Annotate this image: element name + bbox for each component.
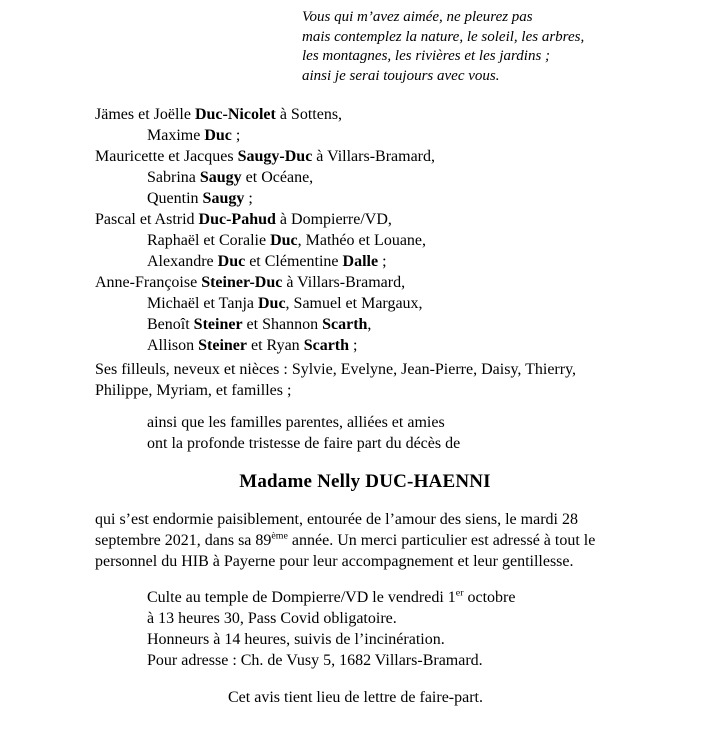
text-segment: Duc — [270, 232, 298, 249]
text-segment: année. Un merci particulier est adressé à tout le personnel du HIB à Payerne pour leur accompagnement et leur gentillesse. — [95, 532, 596, 570]
text-line — [95, 272, 635, 293]
text-segment: Duc — [257, 295, 286, 312]
text-segment: Scarth — [322, 316, 368, 333]
announcement-lines — [95, 412, 635, 454]
text-segment: Allison — [147, 337, 199, 354]
text-segment: Saugy — [202, 190, 245, 207]
text-segment: ; — [231, 127, 241, 144]
text-segment: ; — [378, 253, 387, 270]
text-segment: Dalle — [342, 253, 379, 270]
text-segment: er — [455, 587, 464, 599]
text-line — [95, 293, 635, 314]
text-line — [147, 650, 635, 671]
text-line — [147, 412, 635, 433]
text-segment: ainsi je serai toujours avec vous. — [302, 67, 500, 84]
text-segment: Maxime — [147, 127, 205, 144]
text-segment: Duc — [204, 127, 232, 144]
text-segment: et Ryan — [247, 337, 304, 354]
godchildren-paragraph: Ses filleuls, neveux et nièces : Sylvie, Evelyne, Jean-Pierre, Daisy, Thierry, Philippe, Myriam, et familles ; — [95, 361, 577, 399]
text-segment: Pour adresse : Ch. de Vusy 5, 1682 Villars-Bramard. — [147, 652, 483, 669]
text-line — [147, 608, 635, 629]
text-segment: qui s’est endormie paisiblement, entourée de l’amour des siens, le mardi 28 septembre 2021, dans sa 89 — [95, 511, 578, 549]
ceremony-details — [95, 587, 635, 671]
text-segment: ont la profonde tristesse de faire part du décès de — [147, 435, 461, 452]
text-segment: Steiner-Duc — [201, 274, 283, 291]
text-line — [95, 167, 635, 188]
closing-line: Cet avis tient lieu de lettre de faire-part. — [228, 689, 483, 706]
text-segment: ème — [271, 530, 288, 542]
text-line — [95, 335, 635, 356]
deceased-name-title: Madame Nelly DUC-HAENNI — [239, 471, 491, 492]
text-line — [302, 67, 584, 87]
text-segment: Saugy — [199, 169, 242, 186]
obituary-content — [95, 104, 635, 708]
text-segment: ; — [244, 190, 253, 207]
text-segment: Alexandre — [147, 253, 218, 270]
text-segment: à 13 heures 30, Pass Covid obligatoire. — [147, 610, 397, 627]
text-segment: Duc — [217, 253, 246, 270]
text-line — [95, 146, 635, 167]
text-segment: Honneurs à 14 heures, suivis de l’incinération. — [147, 631, 445, 648]
death-details-paragraph — [95, 509, 635, 572]
text-segment: Steiner — [193, 316, 243, 333]
text-line — [95, 251, 635, 272]
text-segment: Saugy-Duc — [237, 148, 313, 165]
text-segment: , Mathéo et Louane, — [297, 232, 427, 249]
text-line — [95, 230, 635, 251]
text-line — [95, 209, 635, 230]
text-segment: Culte au temple de Dompierre/VD le vendredi 1 — [147, 589, 456, 606]
text-segment: Benoît — [147, 316, 194, 333]
text-segment: Duc-Nicolet — [194, 106, 276, 123]
family-list — [95, 104, 635, 356]
text-line — [95, 104, 635, 125]
text-segment: , Samuel et Margaux, — [285, 295, 423, 312]
text-segment: mais contemplez la nature, le soleil, les arbres, — [302, 28, 585, 45]
text-line — [95, 314, 635, 335]
text-segment: Anne-Françoise — [95, 274, 202, 291]
text-segment: les montagnes, les rivières et les jardins ; — [302, 48, 551, 64]
text-segment: et Clémentine — [245, 253, 343, 270]
text-line — [147, 433, 635, 454]
text-segment: Duc-Pahud — [198, 211, 276, 228]
text-segment: à Villars-Bramard, — [312, 148, 435, 165]
text-segment: Quentin — [147, 190, 203, 207]
text-segment: à Dompierre/VD, — [275, 211, 392, 228]
text-line — [302, 8, 584, 28]
text-segment: octobre — [463, 589, 516, 606]
text-line — [147, 587, 635, 608]
text-segment: ainsi que les familles parentes, alliées et amies — [147, 414, 445, 431]
text-line — [147, 629, 635, 650]
text-segment: Mauricette et Jacques — [95, 148, 238, 165]
text-segment: à Villars-Bramard, — [282, 274, 406, 291]
text-segment: Vous qui m’avez aimée, ne pleurez pas — [302, 9, 533, 25]
text-segment: ; — [349, 337, 358, 354]
text-segment: Michaël et Tanja — [147, 295, 258, 312]
text-line — [95, 188, 635, 209]
text-segment: Steiner — [198, 337, 247, 354]
text-segment: Pascal et Astrid — [95, 211, 199, 228]
text-segment: Raphaël et Coralie — [147, 232, 271, 249]
text-segment: Scarth — [303, 337, 350, 354]
text-segment: et Océane, — [241, 169, 314, 186]
text-segment: Sabrina — [147, 169, 200, 186]
text-line — [302, 47, 584, 67]
text-segment: à Sottens, — [275, 106, 343, 123]
text-segment: Jämes et Joëlle — [95, 106, 195, 123]
epigraph-poem — [302, 8, 584, 86]
text-line — [302, 28, 584, 48]
text-segment: et Shannon — [242, 316, 323, 333]
text-line — [95, 125, 635, 146]
text-segment: , — [367, 316, 372, 333]
